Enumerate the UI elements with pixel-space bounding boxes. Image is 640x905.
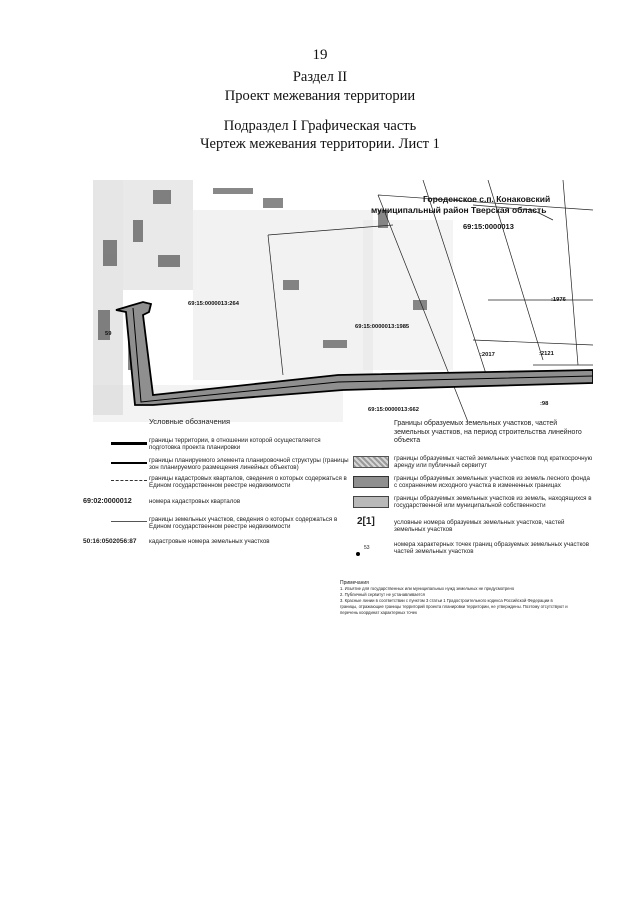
legend-symbol-light-fill bbox=[353, 496, 389, 508]
legend-symbol-dashed-line bbox=[111, 480, 147, 481]
legend-symbol-gray-fill bbox=[353, 476, 389, 488]
legend-symbol-thick-line bbox=[111, 442, 147, 445]
notes-line: 2. Публичный сервитут не устанавливается bbox=[340, 592, 425, 597]
legend-item: номера кадастровых кварталов bbox=[149, 498, 241, 505]
legend-symbol-thin-line bbox=[111, 462, 147, 464]
notes-title: Примечания bbox=[340, 580, 369, 586]
notes-line: 3. Красные линии в соответствии с пунктом 3 статьи 1 Градостроительного кодекса Российской Федерации в bbox=[340, 598, 553, 603]
legend-title: Условные обозначения bbox=[149, 417, 231, 426]
legend-title: Границы образуемых земельных участков, частей земельных участков, на период строительства линейного объекта bbox=[394, 420, 582, 444]
section-title: Проект межевания территории bbox=[224, 88, 416, 104]
legend-item: кадастровые номера земельных участков bbox=[149, 538, 270, 545]
legend-code: 69:02:0000012 bbox=[83, 496, 132, 505]
legend-symbol-parcel-line bbox=[111, 521, 147, 522]
legend-item: границы образуемых частей земельных участков под краткосрочную аренду или публичный сервитут bbox=[394, 455, 593, 470]
parcel-label: :2017 bbox=[480, 352, 495, 358]
parcel-label: :1976 bbox=[551, 297, 566, 303]
parcel-label: 59 bbox=[105, 331, 112, 337]
parcel-label: 69:15:0000013:662 bbox=[368, 407, 419, 413]
legend-item: границы территории, в отношении которой осуществляется подготовка проекта планировки bbox=[149, 437, 321, 452]
legend-item: условные номера образуемых земельных участков, частей земельных участков bbox=[394, 519, 565, 534]
legend-item: границы кадастровых кварталов, сведения о которых содержаться в Едином государственном реестре недвижимости bbox=[149, 475, 347, 490]
map-settlement-label: муниципальный район Тверская область bbox=[371, 205, 547, 215]
parcel-label: 69:15:0000013:1985 bbox=[355, 324, 410, 330]
legend-code: 53 bbox=[364, 545, 370, 551]
notes-block bbox=[340, 580, 600, 616]
legend-symbol-hatched-fill bbox=[353, 456, 389, 468]
legend-item: границы земельных участков, сведения о которых содержаться в Едином государственном реестре недвижимости bbox=[149, 516, 338, 531]
legend-code: 2[1] bbox=[357, 516, 375, 527]
page-number: 19 bbox=[312, 47, 328, 63]
notes-line: границы, отражающие границы территорий проекта планировки территории, не утверждены. Поэтому отсутствуют и bbox=[340, 604, 568, 609]
point-marker-icon bbox=[356, 552, 360, 556]
parcel-label: :98 bbox=[540, 401, 549, 407]
legend-item: границы образуемых земельных участков из земель лесного фонда с сохранением исходного участка в измененных границах bbox=[394, 475, 590, 490]
notes-line: перечень координат характерных точек bbox=[340, 610, 417, 615]
parcel-label: 69:15:0000013:264 bbox=[188, 301, 239, 307]
cadastral-map bbox=[93, 180, 593, 422]
legend-item: границы образуемых земельных участков из земель, находящихся в государственной или муниципальной собственности bbox=[394, 495, 592, 510]
legend-left bbox=[83, 418, 353, 578]
legend-item: границы планируемого элемента планировочной структуры (границы зон планируемого размещения линейных объектов) bbox=[149, 457, 349, 472]
legend-item: номера характерных точек границ образуемых земельных участков частей земельных участков bbox=[394, 541, 589, 556]
sheet-title: Чертеж межевания территории. Лист 1 bbox=[200, 136, 440, 152]
section-heading: Раздел II bbox=[292, 69, 348, 85]
map-quarter-label: 69:15:0000013 bbox=[463, 222, 514, 231]
parcel-label: :2121 bbox=[539, 351, 554, 357]
legend-code: 50:16:0502056:87 bbox=[83, 538, 137, 545]
notes-line: 1. Изъятие для государственных или муниципальных нужд земельных не предусмотрено bbox=[340, 586, 515, 591]
map-settlement-label: Городенское с.п. Конаковский bbox=[423, 194, 551, 204]
legend-right bbox=[350, 420, 595, 580]
subsection-heading: Подраздел I Графическая часть bbox=[223, 118, 417, 134]
